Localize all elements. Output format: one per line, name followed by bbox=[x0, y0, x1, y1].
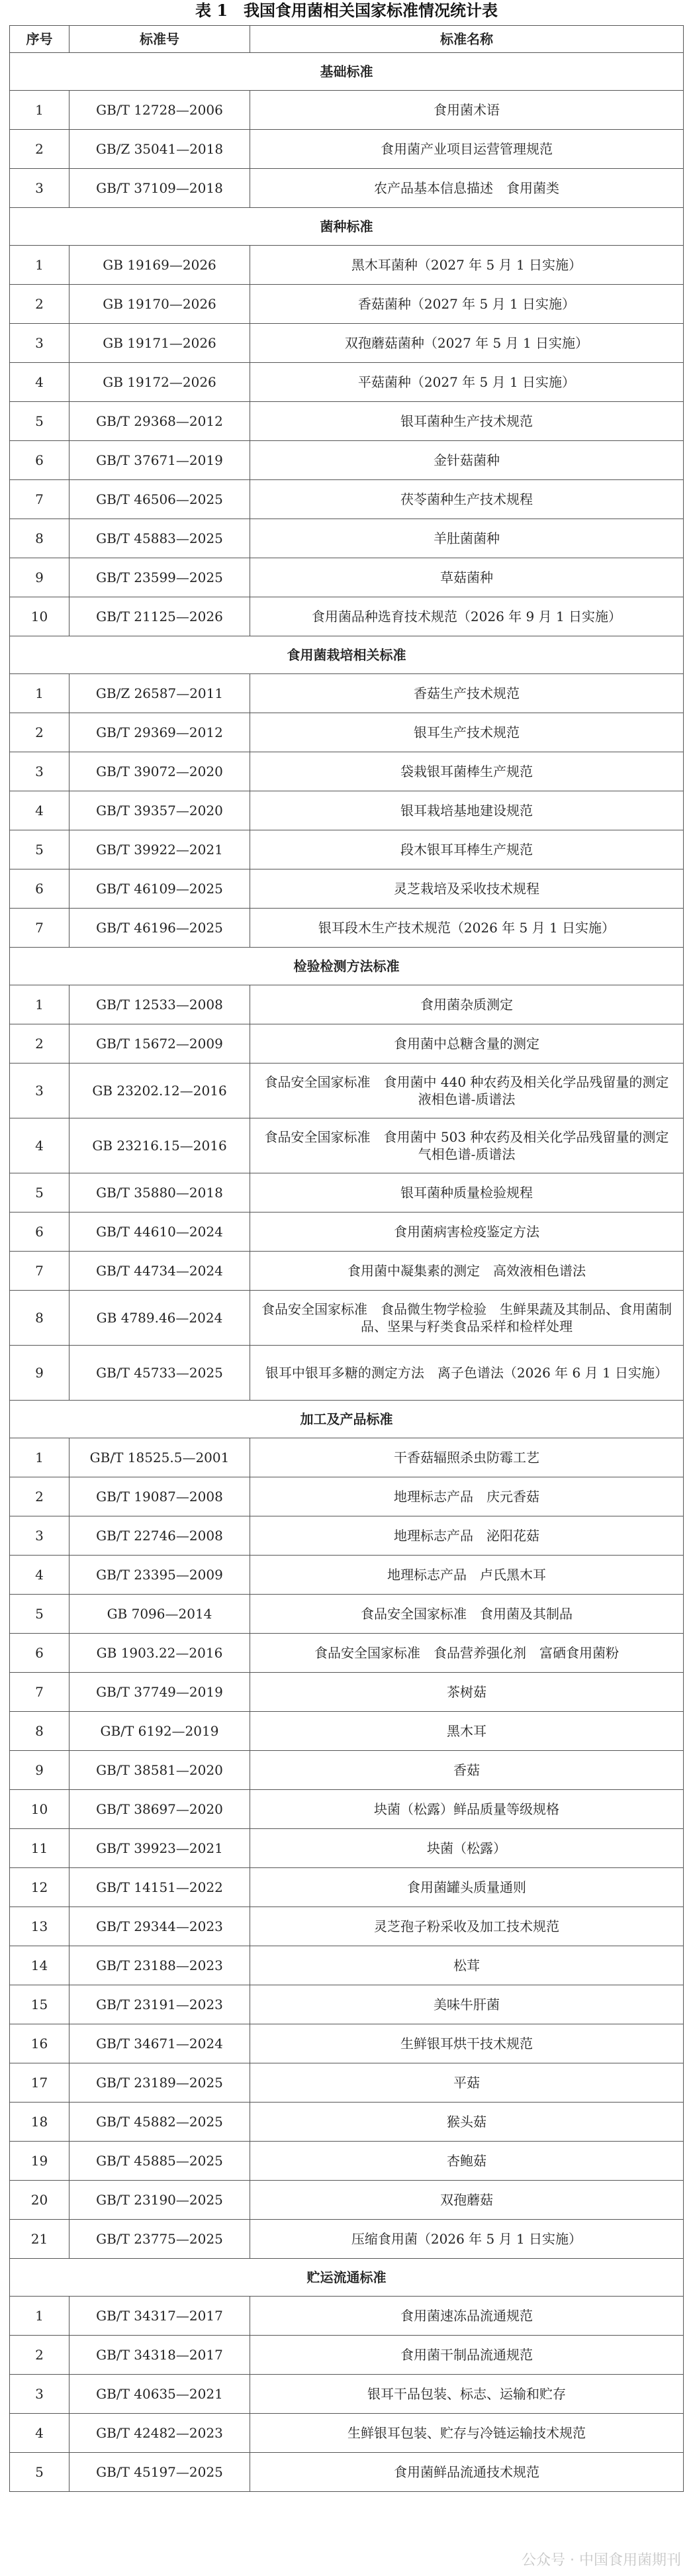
section-title: 食用菌栽培相关标准 bbox=[10, 636, 684, 674]
row-seq: 3 bbox=[10, 2375, 69, 2414]
row-code: GB/T 18525.5—2001 bbox=[69, 1438, 250, 1477]
row-name: 食品安全国家标准 食用菌中 440 种农药及相关化学品残留量的测定 液相色谱-质谱法 bbox=[250, 1064, 684, 1118]
table-row bbox=[10, 1829, 684, 1868]
row-seq: 1 bbox=[10, 1438, 69, 1477]
row-seq: 1 bbox=[10, 2297, 69, 2336]
row-seq: 7 bbox=[10, 1673, 69, 1712]
table-row bbox=[10, 1477, 684, 1516]
row-code: GB 4789.46—2024 bbox=[69, 1291, 250, 1346]
row-code: GB/T 14151—2022 bbox=[69, 1868, 250, 1907]
section-header-row bbox=[10, 2259, 684, 2297]
row-name: 银耳栽培基地建设规范 bbox=[250, 791, 684, 830]
row-name: 食品安全国家标准 食用菌及其制品 bbox=[250, 1595, 684, 1634]
row-seq: 2 bbox=[10, 1477, 69, 1516]
table-row bbox=[10, 2414, 684, 2453]
table-row bbox=[10, 285, 684, 324]
row-code: GB/T 6192—2019 bbox=[69, 1712, 250, 1751]
table-row bbox=[10, 2297, 684, 2336]
row-seq: 2 bbox=[10, 285, 69, 324]
row-seq: 14 bbox=[10, 1946, 69, 1985]
row-name: 双孢蘑菇 bbox=[250, 2181, 684, 2220]
table-row bbox=[10, 402, 684, 441]
row-name: 黑木耳菌种（2027 年 5 月 1 日实施） bbox=[250, 246, 684, 285]
section-header-row bbox=[10, 208, 684, 246]
row-code: GB/T 35880—2018 bbox=[69, 1173, 250, 1213]
row-name: 香菇菌种（2027 年 5 月 1 日实施） bbox=[250, 285, 684, 324]
row-code: GB/T 23775—2025 bbox=[69, 2220, 250, 2259]
row-code: GB/T 34318—2017 bbox=[69, 2336, 250, 2375]
row-code: GB/T 46506—2025 bbox=[69, 480, 250, 519]
table-row bbox=[10, 1438, 684, 1477]
row-seq: 20 bbox=[10, 2181, 69, 2220]
row-code: GB/T 23190—2025 bbox=[69, 2181, 250, 2220]
row-name: 食用菌速冻品流通规范 bbox=[250, 2297, 684, 2336]
row-seq: 13 bbox=[10, 1907, 69, 1946]
row-name: 食用菌鲜品流通技术规范 bbox=[250, 2453, 684, 2492]
table-row bbox=[10, 1907, 684, 1946]
row-code: GB/T 45733—2025 bbox=[69, 1346, 250, 1401]
row-code: GB/T 23599—2025 bbox=[69, 558, 250, 597]
header-code: 标准号 bbox=[69, 26, 250, 53]
row-seq: 19 bbox=[10, 2142, 69, 2181]
row-code: GB 23202.12—2016 bbox=[69, 1064, 250, 1118]
row-seq: 2 bbox=[10, 2336, 69, 2375]
row-seq: 8 bbox=[10, 1291, 69, 1346]
table-caption: 表 1 我国食用菌相关国家标准情况统计表 bbox=[195, 1, 498, 20]
row-name: 干香菇辐照杀虫防霉工艺 bbox=[250, 1438, 684, 1477]
row-seq: 5 bbox=[10, 830, 69, 869]
table-row bbox=[10, 1751, 684, 1790]
row-seq: 4 bbox=[10, 1118, 69, 1173]
row-name: 银耳菌种生产技术规范 bbox=[250, 402, 684, 441]
row-seq: 7 bbox=[10, 480, 69, 519]
row-seq: 7 bbox=[10, 1252, 69, 1291]
header-seq: 序号 bbox=[10, 26, 69, 53]
row-seq: 1 bbox=[10, 91, 69, 130]
row-code: GB/T 34317—2017 bbox=[69, 2297, 250, 2336]
row-seq: 7 bbox=[10, 909, 69, 948]
row-code: GB 1903.22—2016 bbox=[69, 1634, 250, 1673]
table-row bbox=[10, 1173, 684, 1213]
row-code: GB/T 21125—2026 bbox=[69, 597, 250, 636]
row-seq: 2 bbox=[10, 1024, 69, 1064]
row-name: 食用菌罐头质量通则 bbox=[250, 1868, 684, 1907]
row-code: GB 23216.15—2016 bbox=[69, 1118, 250, 1173]
row-code: GB/T 23395—2009 bbox=[69, 1556, 250, 1595]
row-seq: 17 bbox=[10, 2063, 69, 2103]
row-code: GB 19172—2026 bbox=[69, 363, 250, 402]
table-row bbox=[10, 869, 684, 909]
row-code: GB/T 40635—2021 bbox=[69, 2375, 250, 2414]
row-seq: 1 bbox=[10, 246, 69, 285]
row-code: GB/T 39357—2020 bbox=[69, 791, 250, 830]
table-row bbox=[10, 1946, 684, 1985]
row-seq: 9 bbox=[10, 1346, 69, 1401]
row-seq: 5 bbox=[10, 1173, 69, 1213]
table-row bbox=[10, 1346, 684, 1401]
row-name: 段木银耳耳棒生产规范 bbox=[250, 830, 684, 869]
row-name: 松茸 bbox=[250, 1946, 684, 1985]
section-title: 基础标准 bbox=[10, 53, 684, 91]
table-row bbox=[10, 1790, 684, 1829]
row-name: 食品安全国家标准 食品微生物学检验 生鲜果蔬及其制品、食用菌制品、坚果与籽类食品采样和检样处理 bbox=[250, 1291, 684, 1346]
row-code: GB/T 15672—2009 bbox=[69, 1024, 250, 1064]
standards-table-body bbox=[10, 26, 684, 2492]
row-name: 灵芝栽培及采收技术规程 bbox=[250, 869, 684, 909]
row-seq: 3 bbox=[10, 752, 69, 791]
section-header-row bbox=[10, 1401, 684, 1438]
row-code: GB/T 37109—2018 bbox=[69, 169, 250, 208]
table-row bbox=[10, 830, 684, 869]
row-name: 银耳段木生产技术规范（2026 年 5 月 1 日实施） bbox=[250, 909, 684, 948]
row-name: 香菇生产技术规范 bbox=[250, 674, 684, 713]
row-name: 双孢蘑菇菌种（2027 年 5 月 1 日实施） bbox=[250, 324, 684, 363]
row-seq: 3 bbox=[10, 1064, 69, 1118]
table-row bbox=[10, 2375, 684, 2414]
table-row bbox=[10, 246, 684, 285]
table-row bbox=[10, 91, 684, 130]
row-name: 地理标志产品 庆元香菇 bbox=[250, 1477, 684, 1516]
row-name: 食用菌产业项目运营管理规范 bbox=[250, 130, 684, 169]
row-code: GB/T 44734—2024 bbox=[69, 1252, 250, 1291]
row-seq: 16 bbox=[10, 2024, 69, 2063]
table-row bbox=[10, 2142, 684, 2181]
row-code: GB/T 29344—2023 bbox=[69, 1907, 250, 1946]
row-seq: 10 bbox=[10, 597, 69, 636]
row-seq: 4 bbox=[10, 2414, 69, 2453]
row-code: GB/T 19087—2008 bbox=[69, 1477, 250, 1516]
row-name: 杏鲍菇 bbox=[250, 2142, 684, 2181]
row-name: 块菌（松露）鲜品质量等级规格 bbox=[250, 1790, 684, 1829]
section-header-row bbox=[10, 948, 684, 985]
row-seq: 9 bbox=[10, 558, 69, 597]
row-name: 茯苓菌种生产技术规程 bbox=[250, 480, 684, 519]
row-code: GB/T 38697—2020 bbox=[69, 1790, 250, 1829]
row-seq: 4 bbox=[10, 363, 69, 402]
row-seq: 6 bbox=[10, 869, 69, 909]
row-code: GB/T 39923—2021 bbox=[69, 1829, 250, 1868]
table-row bbox=[10, 1064, 684, 1118]
row-name: 袋栽银耳菌棒生产规范 bbox=[250, 752, 684, 791]
row-code: GB/Z 35041—2018 bbox=[69, 130, 250, 169]
table-row bbox=[10, 985, 684, 1024]
row-code: GB/T 12533—2008 bbox=[69, 985, 250, 1024]
table-row bbox=[10, 1291, 684, 1346]
table-row bbox=[10, 2181, 684, 2220]
table-row bbox=[10, 752, 684, 791]
row-code: GB 19171—2026 bbox=[69, 324, 250, 363]
table-row bbox=[10, 791, 684, 830]
row-name: 银耳生产技术规范 bbox=[250, 713, 684, 752]
row-name: 农产品基本信息描述 食用菌类 bbox=[250, 169, 684, 208]
row-seq: 5 bbox=[10, 2453, 69, 2492]
table-row bbox=[10, 441, 684, 480]
section-header-row bbox=[10, 636, 684, 674]
row-seq: 10 bbox=[10, 1790, 69, 1829]
table-row bbox=[10, 2453, 684, 2492]
row-name: 银耳中银耳多糖的测定方法 离子色谱法（2026 年 6 月 1 日实施） bbox=[250, 1346, 684, 1401]
row-name: 食用菌术语 bbox=[250, 91, 684, 130]
row-name: 食用菌杂质测定 bbox=[250, 985, 684, 1024]
table-row bbox=[10, 2024, 684, 2063]
row-name: 生鲜银耳包装、贮存与冷链运输技术规范 bbox=[250, 2414, 684, 2453]
table-row bbox=[10, 519, 684, 558]
row-seq: 4 bbox=[10, 1556, 69, 1595]
row-code: GB/Z 26587—2011 bbox=[69, 674, 250, 713]
row-code: GB/T 22746—2008 bbox=[69, 1516, 250, 1556]
row-seq: 21 bbox=[10, 2220, 69, 2259]
table-row bbox=[10, 1595, 684, 1634]
row-name: 食品安全国家标准 食品营养强化剂 富硒食用菌粉 bbox=[250, 1634, 684, 1673]
table-row bbox=[10, 169, 684, 208]
row-seq: 3 bbox=[10, 169, 69, 208]
row-code: GB 19170—2026 bbox=[69, 285, 250, 324]
row-name: 压缩食用菌（2026 年 5 月 1 日实施） bbox=[250, 2220, 684, 2259]
row-seq: 2 bbox=[10, 713, 69, 752]
table-row bbox=[10, 2220, 684, 2259]
table-row bbox=[10, 909, 684, 948]
row-name: 食用菌病害检疫鉴定方法 bbox=[250, 1213, 684, 1252]
section-title: 加工及产品标准 bbox=[10, 1401, 684, 1438]
row-seq: 2 bbox=[10, 130, 69, 169]
row-name: 猴头菇 bbox=[250, 2103, 684, 2142]
row-name: 食用菌品种选育技术规范（2026 年 9 月 1 日实施） bbox=[250, 597, 684, 636]
row-code: GB/T 45882—2025 bbox=[69, 2103, 250, 2142]
table-row bbox=[10, 2063, 684, 2103]
row-code: GB/T 23188—2023 bbox=[69, 1946, 250, 1985]
table-row bbox=[10, 2103, 684, 2142]
row-name: 块菌（松露） bbox=[250, 1829, 684, 1868]
row-seq: 9 bbox=[10, 1751, 69, 1790]
table-row bbox=[10, 1252, 684, 1291]
row-code: GB/T 23189—2025 bbox=[69, 2063, 250, 2103]
row-seq: 4 bbox=[10, 791, 69, 830]
table-row bbox=[10, 1556, 684, 1595]
row-seq: 3 bbox=[10, 324, 69, 363]
row-code: GB/T 38581—2020 bbox=[69, 1751, 250, 1790]
row-name: 食用菌中总糖含量的测定 bbox=[250, 1024, 684, 1064]
section-title: 菌种标准 bbox=[10, 208, 684, 246]
row-code: GB/T 45883—2025 bbox=[69, 519, 250, 558]
row-code: GB 7096—2014 bbox=[69, 1595, 250, 1634]
row-code: GB/T 12728—2006 bbox=[69, 91, 250, 130]
table-row bbox=[10, 363, 684, 402]
table-row bbox=[10, 1213, 684, 1252]
standards-table bbox=[9, 25, 684, 2492]
row-code: GB/T 45885—2025 bbox=[69, 2142, 250, 2181]
table-row bbox=[10, 713, 684, 752]
row-name: 地理标志产品 卢氏黑木耳 bbox=[250, 1556, 684, 1595]
watermark: 公众号 · 中国食用菌期刊 bbox=[522, 2552, 681, 2569]
row-code: GB/T 37749—2019 bbox=[69, 1673, 250, 1712]
row-name: 地理标志产品 泌阳花菇 bbox=[250, 1516, 684, 1556]
table-row bbox=[10, 130, 684, 169]
table-row bbox=[10, 1712, 684, 1751]
table-row bbox=[10, 2336, 684, 2375]
table-row bbox=[10, 1118, 684, 1173]
row-code: GB/T 39072—2020 bbox=[69, 752, 250, 791]
row-code: GB/T 44610—2024 bbox=[69, 1213, 250, 1252]
row-name: 食品安全国家标准 食用菌中 503 种农药及相关化学品残留量的测定 气相色谱-质谱法 bbox=[250, 1118, 684, 1173]
table-row bbox=[10, 324, 684, 363]
row-code: GB/T 46196—2025 bbox=[69, 909, 250, 948]
row-code: GB/T 29368—2012 bbox=[69, 402, 250, 441]
row-code: GB/T 46109—2025 bbox=[69, 869, 250, 909]
row-seq: 11 bbox=[10, 1829, 69, 1868]
row-seq: 8 bbox=[10, 519, 69, 558]
row-seq: 3 bbox=[10, 1516, 69, 1556]
row-code: GB/T 23191—2023 bbox=[69, 1985, 250, 2024]
row-seq: 12 bbox=[10, 1868, 69, 1907]
row-name: 黑木耳 bbox=[250, 1712, 684, 1751]
row-seq: 15 bbox=[10, 1985, 69, 2024]
row-name: 平菇 bbox=[250, 2063, 684, 2103]
row-seq: 5 bbox=[10, 402, 69, 441]
row-name: 银耳菌种质量检验规程 bbox=[250, 1173, 684, 1213]
row-code: GB/T 45197—2025 bbox=[69, 2453, 250, 2492]
row-seq: 18 bbox=[10, 2103, 69, 2142]
section-header-row bbox=[10, 53, 684, 91]
row-seq: 6 bbox=[10, 1634, 69, 1673]
row-seq: 1 bbox=[10, 674, 69, 713]
row-name: 香菇 bbox=[250, 1751, 684, 1790]
section-title: 贮运流通标准 bbox=[10, 2259, 684, 2297]
row-name: 灵芝孢子粉采收及加工技术规范 bbox=[250, 1907, 684, 1946]
table-header-row bbox=[10, 26, 684, 53]
row-name: 美味牛肝菌 bbox=[250, 1985, 684, 2024]
row-name: 金针菇菌种 bbox=[250, 441, 684, 480]
table-row bbox=[10, 1634, 684, 1673]
row-name: 银耳干品包装、标志、运输和贮存 bbox=[250, 2375, 684, 2414]
table-row bbox=[10, 558, 684, 597]
row-code: GB/T 37671—2019 bbox=[69, 441, 250, 480]
row-name: 茶树菇 bbox=[250, 1673, 684, 1712]
table-row bbox=[10, 674, 684, 713]
row-code: GB/T 34671—2024 bbox=[69, 2024, 250, 2063]
header-name: 标准名称 bbox=[250, 26, 684, 53]
section-title: 检验检测方法标准 bbox=[10, 948, 684, 985]
table-row bbox=[10, 1024, 684, 1064]
row-name: 食用菌干制品流通规范 bbox=[250, 2336, 684, 2375]
row-name: 生鲜银耳烘干技术规范 bbox=[250, 2024, 684, 2063]
row-code: GB/T 39922—2021 bbox=[69, 830, 250, 869]
row-name: 平菇菌种（2027 年 5 月 1 日实施） bbox=[250, 363, 684, 402]
row-seq: 6 bbox=[10, 1213, 69, 1252]
row-name: 草菇菌种 bbox=[250, 558, 684, 597]
row-code: GB 19169—2026 bbox=[69, 246, 250, 285]
table-row bbox=[10, 1516, 684, 1556]
row-seq: 6 bbox=[10, 441, 69, 480]
row-name: 羊肚菌菌种 bbox=[250, 519, 684, 558]
table-row bbox=[10, 1868, 684, 1907]
row-code: GB/T 42482—2023 bbox=[69, 2414, 250, 2453]
row-seq: 1 bbox=[10, 985, 69, 1024]
table-row bbox=[10, 1673, 684, 1712]
table-row bbox=[10, 1985, 684, 2024]
row-seq: 8 bbox=[10, 1712, 69, 1751]
table-row bbox=[10, 480, 684, 519]
table-row bbox=[10, 597, 684, 636]
row-name: 食用菌中凝集素的测定 高效液相色谱法 bbox=[250, 1252, 684, 1291]
row-seq: 5 bbox=[10, 1595, 69, 1634]
row-code: GB/T 29369—2012 bbox=[69, 713, 250, 752]
